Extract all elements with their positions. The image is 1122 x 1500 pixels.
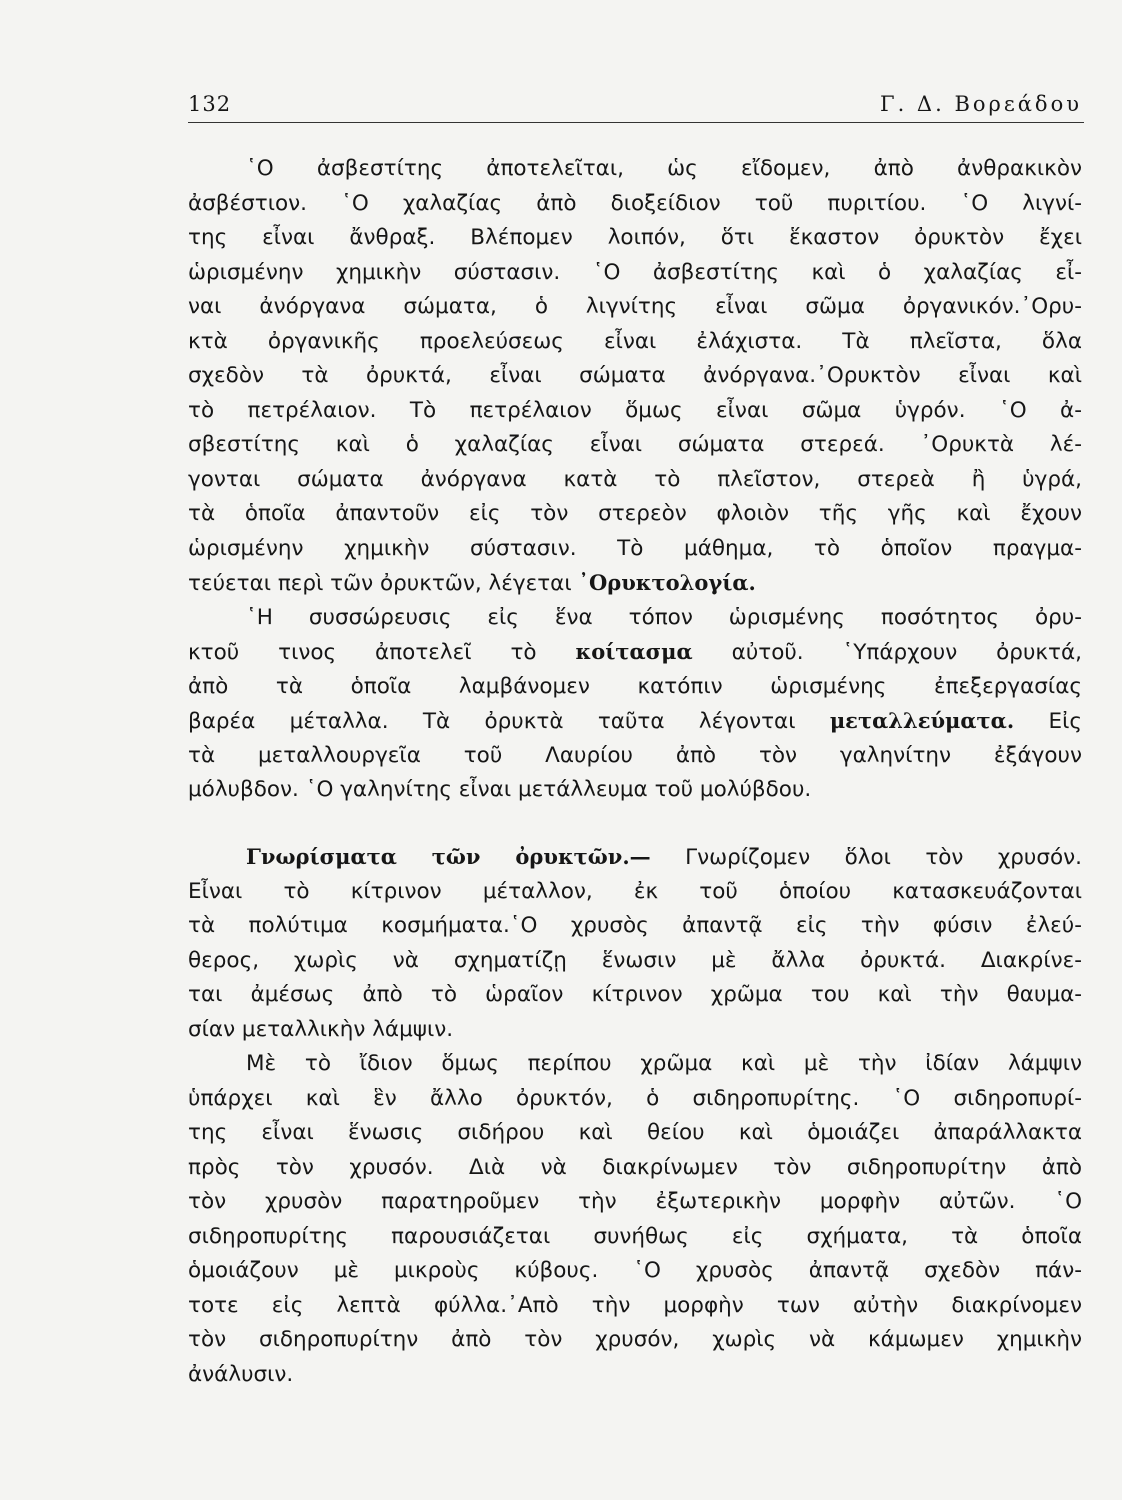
section-heading-line	[188, 840, 1082, 875]
text-line: τὸν σιδηροπυρίτην ἀπὸ τὸν χρυσόν, χωρὶς νὰ κάμωμεν χημικὴν	[188, 1327, 1082, 1352]
text-line: της εἶναι ἄνθραξ. Βλέπομεν λοιπόν, ὅτι ἕκαστον ὀρυκτὸν ἔχει	[188, 225, 1082, 250]
page-header	[188, 92, 1084, 123]
text-line: γονται σώματα ἀνόργανα κατὰ τὸ πλεῖστον, στερεὰ ἢ ὑγρά,	[188, 466, 1082, 492]
text-line: σίαν μεταλλικὴν λάμψιν.	[188, 1016, 454, 1042]
text-line: θερος, χωρὶς νὰ σχηματίζῃ ἕνωσιν μὲ ἄλλα ὀρυκτά. Διακρίνε-	[188, 947, 1082, 973]
text-line: ἀνάλυσιν.	[188, 1361, 294, 1387]
text-line: τὸ πετρέλαιον. Τὸ πετρέλαιον ὅμως εἶναι σῶμα ὑγρόν. ῾Ο ἀ-	[188, 397, 1082, 423]
term-koitasma: κοίτασμα	[575, 639, 693, 664]
text-line: της εἶναι ἕνωσις σιδήρου καὶ θείου καὶ ὁμοιάζει ἀπαράλλακτα	[188, 1120, 1082, 1145]
text-line: τὰ ὁποῖα ἀπαντοῦν εἰς τὸν στερεὸν φλοιὸν τῆς γῆς καὶ ἔχουν	[188, 501, 1082, 526]
text-line: τὰ μεταλλουργεῖα τοῦ Λαυρίου ἀπὸ τὸν γαληνίτην ἐξάγουν	[188, 742, 1082, 768]
section-characteristics-of-minerals	[188, 840, 1082, 1392]
text-line: ὁμοιάζουν μὲ μικροὺς κύβους. ῾Ο χρυσὸς ἀπαντᾷ σχεδὸν πάν-	[188, 1258, 1082, 1283]
text-line: ναι ἀνόργανα σώματα, ὁ λιγνίτης εἶναι σῶμα ὀργανικόν.᾿Ορυ-	[188, 294, 1082, 319]
text-line: ὡρισμένην χημικὴν σύστασιν. ῾Ο ἀσβεστίτης καὶ ὁ χαλαζίας εἶ-	[188, 259, 1082, 285]
running-head-author: Γ. Δ. Βορεάδου	[880, 92, 1082, 116]
text-line: σχεδὸν τὰ ὀρυκτά, εἶναι σώματα ἀνόργανα.᾿Ορυκτὸν εἶναι καὶ	[188, 363, 1082, 388]
section-definition-of-minerals	[188, 152, 1082, 808]
text-line: Εἶναι τὸ κίτρινον μέταλλον, ἐκ τοῦ ὁποίου κατασκευάζονται	[188, 878, 1082, 904]
text-line: ἀσβέστιον. ῾Ο χαλαζίας ἀπὸ διοξείδιον τοῦ πυριτίου. ῾Ο λιγνί-	[188, 190, 1082, 216]
text-line	[188, 635, 1082, 670]
text-line: σιδηροπυρίτης παρουσιάζεται συνήθως εἰς σχήματα, τὰ ὁποῖα	[188, 1223, 1082, 1249]
text-line	[188, 566, 1082, 601]
text-line: κτὰ ὀργανικῆς προελεύσεως εἶναι ἐλάχιστα. Τὰ πλεῖστα, ὅλα	[188, 328, 1082, 354]
text-run: Γνωρίζομεν ὅλοι τὸν χρυσόν.	[685, 845, 1082, 870]
text-line: ἀπὸ τὰ ὁποῖα λαμβάνομεν κατόπιν ὡρισμένης ἐπεξεργασίας	[188, 673, 1082, 699]
text-line: μόλυβδον. ῾Ο γαληνίτης εἶναι μετάλλευμα τοῦ μολύβδου.	[188, 777, 812, 802]
text-line: τοτε εἰς λεπτὰ φύλλα.᾿Απὸ τὴν μορφὴν των αὐτὴν διακρίνομεν	[188, 1292, 1082, 1318]
text-line: ῾Η συσσώρευσις εἰς ἕνα τόπον ὡρισμένης ποσότητος ὀρυ-	[246, 604, 1082, 630]
text-line: πρὸς τὸν χρυσόν. Διὰ νὰ διακρίνωμεν τὸν σιδηροπυρίτην ἀπὸ	[188, 1154, 1082, 1180]
term-metalleumata: μεταλλεύματα.	[829, 708, 1015, 733]
text-run: αὐτοῦ. ῾Υπάρχουν ὀρυκτά,	[731, 640, 1083, 665]
section-heading: Γνωρίσματα τῶν ὀρυκτῶν.—	[246, 844, 651, 869]
term-oryktologia: ᾿Ορυκτολογία.	[578, 570, 756, 595]
text-line: τὰ πολύτιμα κοσμήματα.῾Ο χρυσὸς ἀπαντᾷ εἰς τὴν φύσιν ἐλεύ-	[188, 913, 1082, 938]
text-run: τεύεται περὶ τῶν ὀρυκτῶν, λέγεται	[188, 571, 572, 596]
page-number: 132	[188, 92, 232, 116]
text-line: Μὲ τὸ ἴδιον ὅμως περίπου χρῶμα καὶ μὲ τὴν ἰδίαν λάμψιν	[246, 1051, 1082, 1076]
text-line: ται ἀμέσως ἀπὸ τὸ ὡραῖον κίτρινον χρῶμα του καὶ τὴν θαυμα-	[188, 982, 1082, 1007]
text-line: σβεστίτης καὶ ὁ χαλαζίας εἶναι σώματα στερεά. ᾿Ορυκτὰ λέ-	[188, 432, 1082, 457]
text-run: Εἰς	[1048, 709, 1082, 734]
text-line: ὡρισμένην χημικὴν σύστασιν. Τὸ μάθημα, τὸ ὁποῖον πραγμα-	[188, 535, 1082, 561]
text-line: τὸν χρυσὸν παρατηροῦμεν τὴν ἐξωτερικὴν μορφὴν αὐτῶν. ῾Ο	[188, 1189, 1082, 1214]
text-line	[188, 704, 1082, 739]
text-run: βαρέα μέταλλα. Τὰ ὀρυκτὰ ταῦτα λέγονται	[188, 709, 796, 734]
text-run: κτοῦ τινος ἀποτελεῖ τὸ	[188, 640, 537, 665]
text-line: ῾Ο ἀσβεστίτης ἀποτελεῖται, ὡς εἴδομεν, ἀπὸ ἀνθρακικὸν	[246, 156, 1082, 181]
text-line: ὑπάρχει καὶ ἓν ἄλλο ὀρυκτόν, ὁ σιδηροπυρίτης. ῾Ο σιδηροπυρί-	[188, 1085, 1082, 1111]
